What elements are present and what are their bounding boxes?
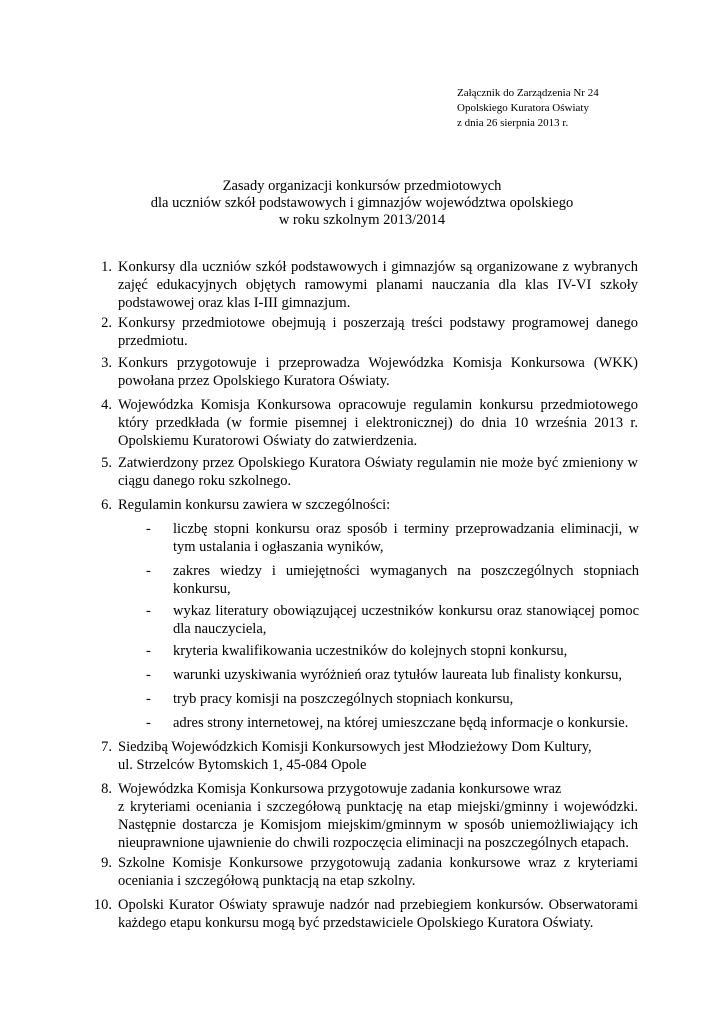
item-text-line-1: Siedzibą Wojewódzkich Komisji Konkursowych jest Młodzieżowy Dom Kultury, (118, 739, 592, 755)
item-text: Konkurs przygotowuje i przeprowadza Wojewódzka Komisja Konkursowa (WKK) powołana przez Opolskiego Kuratora Oświaty. (118, 355, 638, 389)
sub-item-text: wykaz literatury obowiązującej uczestników konkursu oraz stanowiącej pomoc dla nauczyciela, (173, 603, 639, 637)
sub-item-text: kryteria kwalifikowania uczestników do kolejnych stopni konkursu, (173, 643, 568, 659)
item-number: 7. (101, 739, 112, 755)
dash-marker: - (146, 715, 151, 731)
item-number: 5. (101, 455, 112, 471)
document-title (0, 178, 724, 229)
sub-item-text: warunki uzyskiwania wyróżnień oraz tytułów laureata lub finalisty konkursu, (173, 667, 622, 683)
item-text-rest: z kryteriami oceniania i szczegółową punktację na etap miejski/gminny i wojewódzki. Następnie dostarcza je Komisjom miejskim/gminnym w sposób uniemożliwiający ich nieuprawnione ujawnienie do chwili rozpoczęcia eliminacji na poszczególnych etapach. (118, 799, 638, 851)
item-text: Zatwierdzony przez Opolskiego Kuratora Oświaty regulamin nie może być zmieniony w ciągu danego roku szkolnego. (118, 455, 638, 489)
item-text: Konkursy przedmiotowe obejmują i poszerzają treści podstawy programowej danego przedmiotu. (118, 315, 638, 349)
item-number: 2. (101, 315, 112, 331)
title-line-1: Zasady organizacji konkursów przedmiotowych (222, 178, 502, 194)
item-text: Wojewódzka Komisja Konkursowa opracowuje regulamin konkursu przedmiotowego który przedkłada (w formie pisemnej i elektronicznej) do dnia 10 września 2013 r. Opolskiemu Kuratorowi Oświaty do zatwierdzenia. (118, 397, 638, 449)
title-line-3: w roku szkolnym 2013/2014 (278, 212, 446, 228)
item-number: 9. (101, 855, 112, 871)
dash-marker: - (146, 563, 151, 579)
sub-item-text: liczbę stopni konkursu oraz sposób i terminy przeprowadzania eliminacji, w tym ustalania i ogłaszania wyników, (173, 521, 639, 555)
item-number: 10. (93, 897, 112, 913)
item-number: 6. (101, 497, 112, 513)
item-text: Konkursy dla uczniów szkół podstawowych i gimnazjów są organizowane z wybranych zajęć edukacyjnych objętych ramowymi planami nauczania dla klas IV-VI szkoły podstawowej oraz klas I-III gimnazjum. (118, 259, 638, 311)
item-number: 3. (101, 355, 112, 371)
annex-line-3: z dnia 26 sierpnia 2013 r. (457, 117, 569, 129)
dash-marker: - (146, 521, 151, 537)
item-number: 4. (101, 397, 112, 413)
item-text-line-1: Wojewódzka Komisja Konkursowa przygotowuje zadania konkursowe wraz (118, 781, 562, 797)
annex-line-1: Załącznik do Zarządzenia Nr 24 (457, 87, 599, 99)
item-number: 1. (101, 259, 112, 275)
item-number: 8. (101, 781, 112, 797)
sub-item-text: zakres wiedzy i umiejętności wymaganych na poszczególnych stopniach konkursu, (173, 563, 639, 597)
sub-item-text: adres strony internetowej, na której umieszczane będą informacje o konkursie. (173, 715, 629, 731)
dash-marker: - (146, 603, 151, 619)
item-text: Szkolne Komisje Konkursowe przygotowują zadania konkursowe wraz z kryteriami oceniania i szczegółową punktacją na etap szkolny. (118, 855, 638, 889)
dash-marker: - (146, 643, 151, 659)
dash-marker: - (146, 667, 151, 683)
sub-item-text: tryb pracy komisji na poszczególnych stopniach konkursu, (173, 691, 514, 707)
item-text: Regulamin konkursu zawiera w szczególności: (118, 497, 391, 513)
title-line-2: dla uczniów szkół podstawowych i gimnazjów województwa opolskiego (150, 195, 574, 211)
dash-marker: - (146, 691, 151, 707)
item-text-line-2: ul. Strzelców Bytomskich 1, 45-084 Opole (118, 757, 367, 773)
annex-line-2: Opolskiego Kuratora Oświaty (457, 102, 589, 114)
item-text: Opolski Kurator Oświaty sprawuje nadzór nad przebiegiem konkursów. Obserwatorami każdego etapu konkursu mogą być przedstawiciele Opolskiego Kuratora Oświaty. (118, 897, 638, 931)
annex-header (457, 86, 599, 131)
